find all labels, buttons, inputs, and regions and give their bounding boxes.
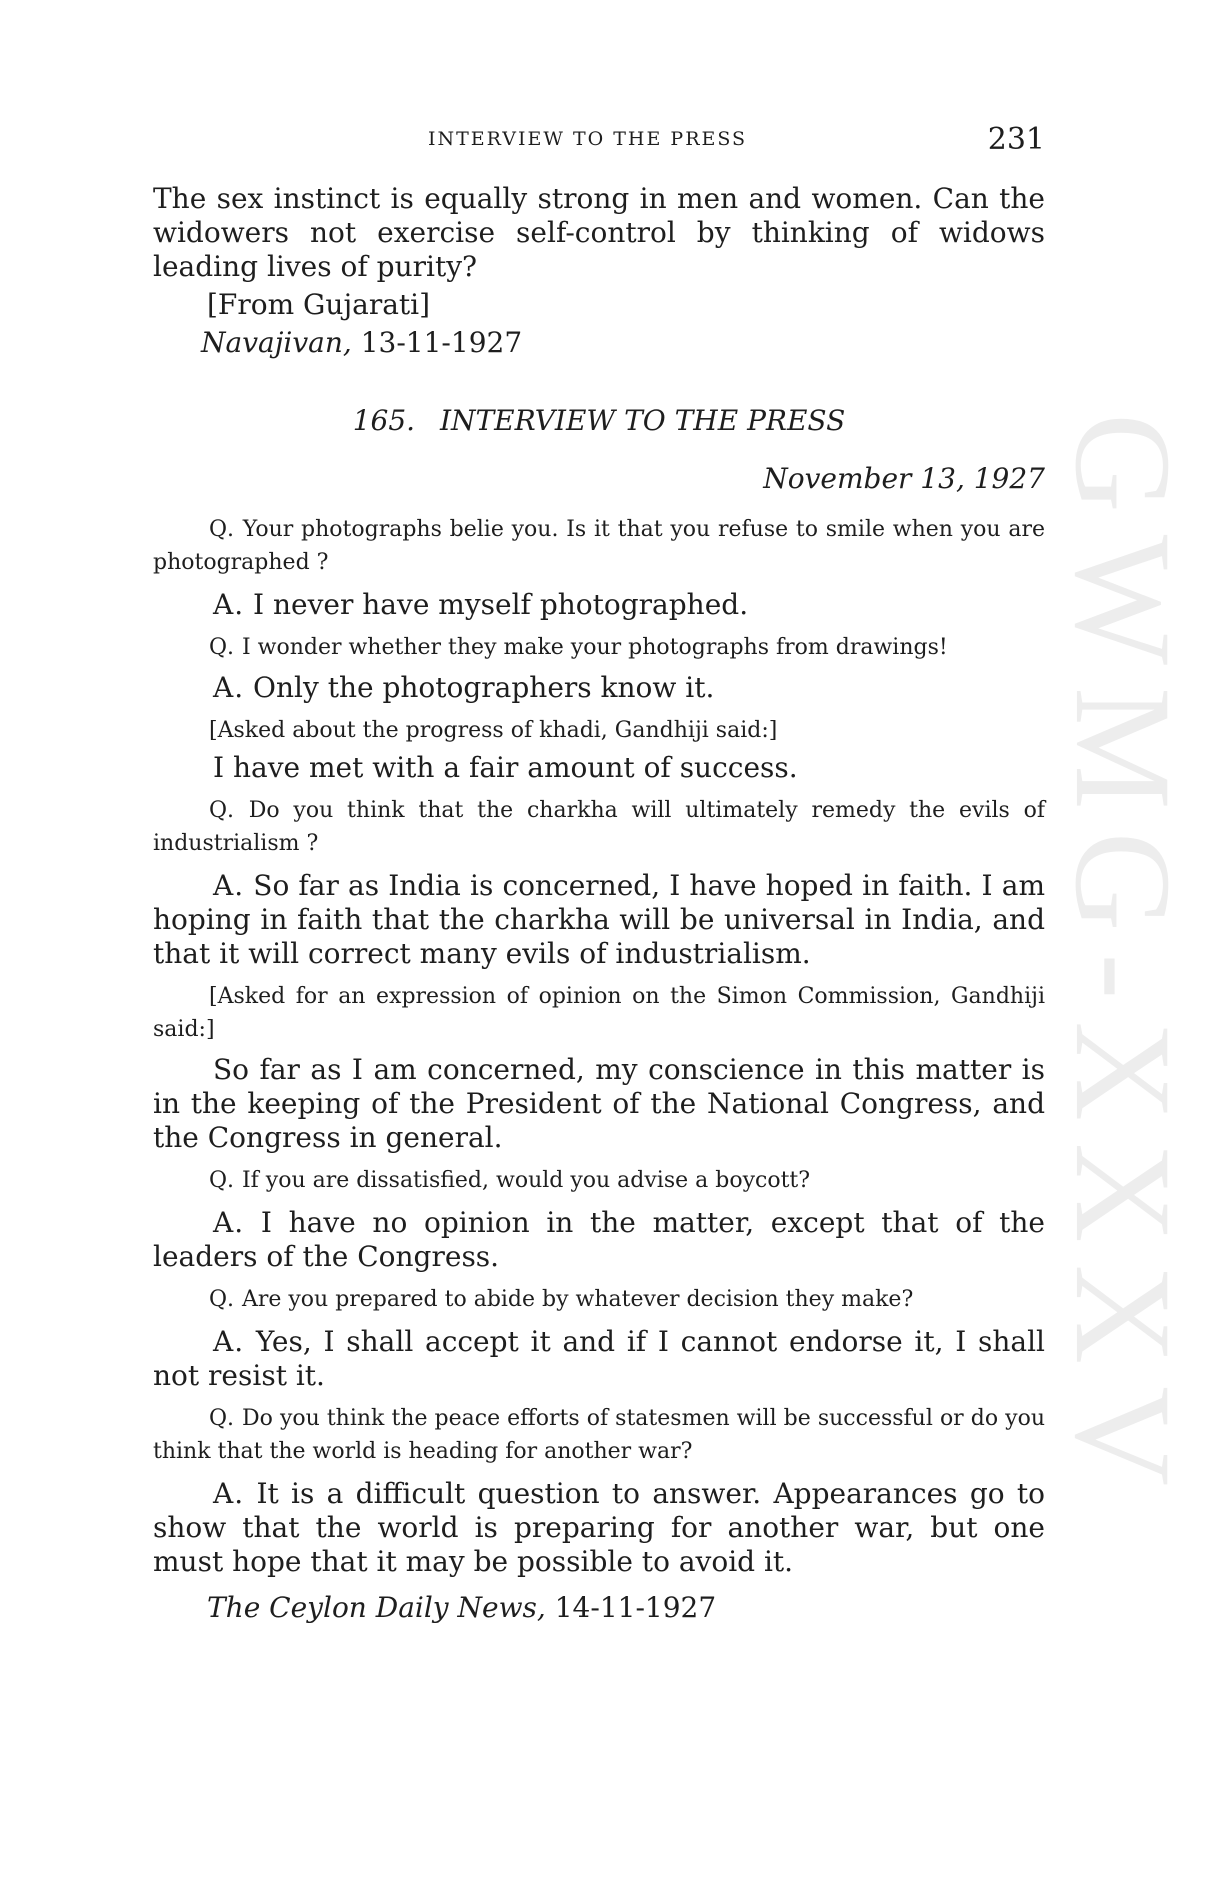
q-marker: Q.	[209, 1287, 235, 1312]
article-source-date: 14-11-1927	[554, 1591, 717, 1624]
question-2: Q. I wonder whether they make your photographs from drawings!	[209, 635, 948, 660]
answer-5: A. Yes, I shall accept it and if I cannot endorse it, I shall not resist it.	[153, 1325, 1046, 1392]
editor-note-2: [Asked for an expression of opinion on the Simon Commission, Gandhiji said:]	[153, 984, 1045, 1042]
page-number: 231	[987, 122, 1045, 157]
statement-1: I have met with a fair amount of success.	[213, 751, 798, 784]
article-date: November 13, 1927	[763, 462, 1045, 495]
a-marker: A.	[213, 1325, 245, 1358]
statement-2: So far as I am concerned, my conscience in this matter is in the keeping of the President of the National Congress, and the Congress in general.	[153, 1053, 1045, 1154]
a-marker: A.	[213, 588, 245, 621]
watermark-text: GWMG-XXXV	[1046, 412, 1200, 1508]
article-heading	[153, 404, 1045, 437]
q-marker: Q.	[209, 635, 235, 660]
question-4: Q. If you are dissatisfied, would you advise a boycott?	[209, 1168, 811, 1193]
q-marker: Q.	[209, 798, 235, 823]
article-source-citation	[207, 1591, 1045, 1625]
closing-paragraph: The sex instinct is equally strong in men and women. Can the widowers not exercise self-control by thinking of widows leading lives of purity?	[153, 182, 1045, 283]
q-marker: Q.	[209, 517, 235, 542]
a-marker: A.	[213, 1477, 245, 1510]
watermark	[1046, 412, 1200, 1508]
q-marker: Q.	[209, 1406, 235, 1431]
source-date: 13-11-1927	[360, 326, 523, 359]
article-source-title: The Ceylon Daily News,	[207, 1591, 546, 1624]
question-1: Q. Your photographs belie you. Is it that you refuse to smile when you are photographed ?	[153, 517, 1045, 575]
editor-note-1: [Asked about the progress of khadi, Gandhiji said:]	[209, 718, 778, 743]
answer-6: A. It is a difficult question to answer. Appearances go to show that the world is preparing for another war, but one must hope that it may be possible to avoid it.	[153, 1477, 1046, 1578]
question-5: Q. Are you prepared to abide by whatever decision they make?	[209, 1287, 914, 1312]
answer-2: A. Only the photographers know it.	[213, 671, 715, 704]
q-marker: Q.	[209, 1168, 235, 1193]
answer-1: A. I never have myself photographed.	[213, 588, 749, 621]
article-title: INTERVIEW TO THE PRESS	[439, 404, 846, 437]
a-marker: A.	[213, 869, 245, 902]
interview-body	[153, 513, 1045, 1625]
answer-4: A. I have no opinion in the matter, except that of the leaders of the Congress.	[153, 1206, 1045, 1273]
running-head: INTERVIEW TO THE PRESS	[428, 128, 748, 150]
question-6: Q. Do you think the peace efforts of statesmen will be successful or do you think that the world is heading for another war?	[153, 1406, 1045, 1464]
a-marker: A.	[213, 1206, 245, 1239]
source-note: [From Gujarati]	[207, 288, 431, 321]
source-title: Navajivan,	[201, 326, 352, 359]
answer-3: A. So far as India is concerned, I have hoped in faith. I am hoping in faith that the charkha will be universal in India, and that it will correct many evils of industrialism.	[153, 869, 1045, 970]
source-citation	[201, 326, 1045, 360]
article-number: 165.	[352, 404, 416, 437]
question-3: Q. Do you think that the charkha will ultimately remedy the evils of industrialism ?	[153, 798, 1045, 856]
a-marker: A.	[213, 671, 245, 704]
previous-item	[153, 182, 1045, 360]
